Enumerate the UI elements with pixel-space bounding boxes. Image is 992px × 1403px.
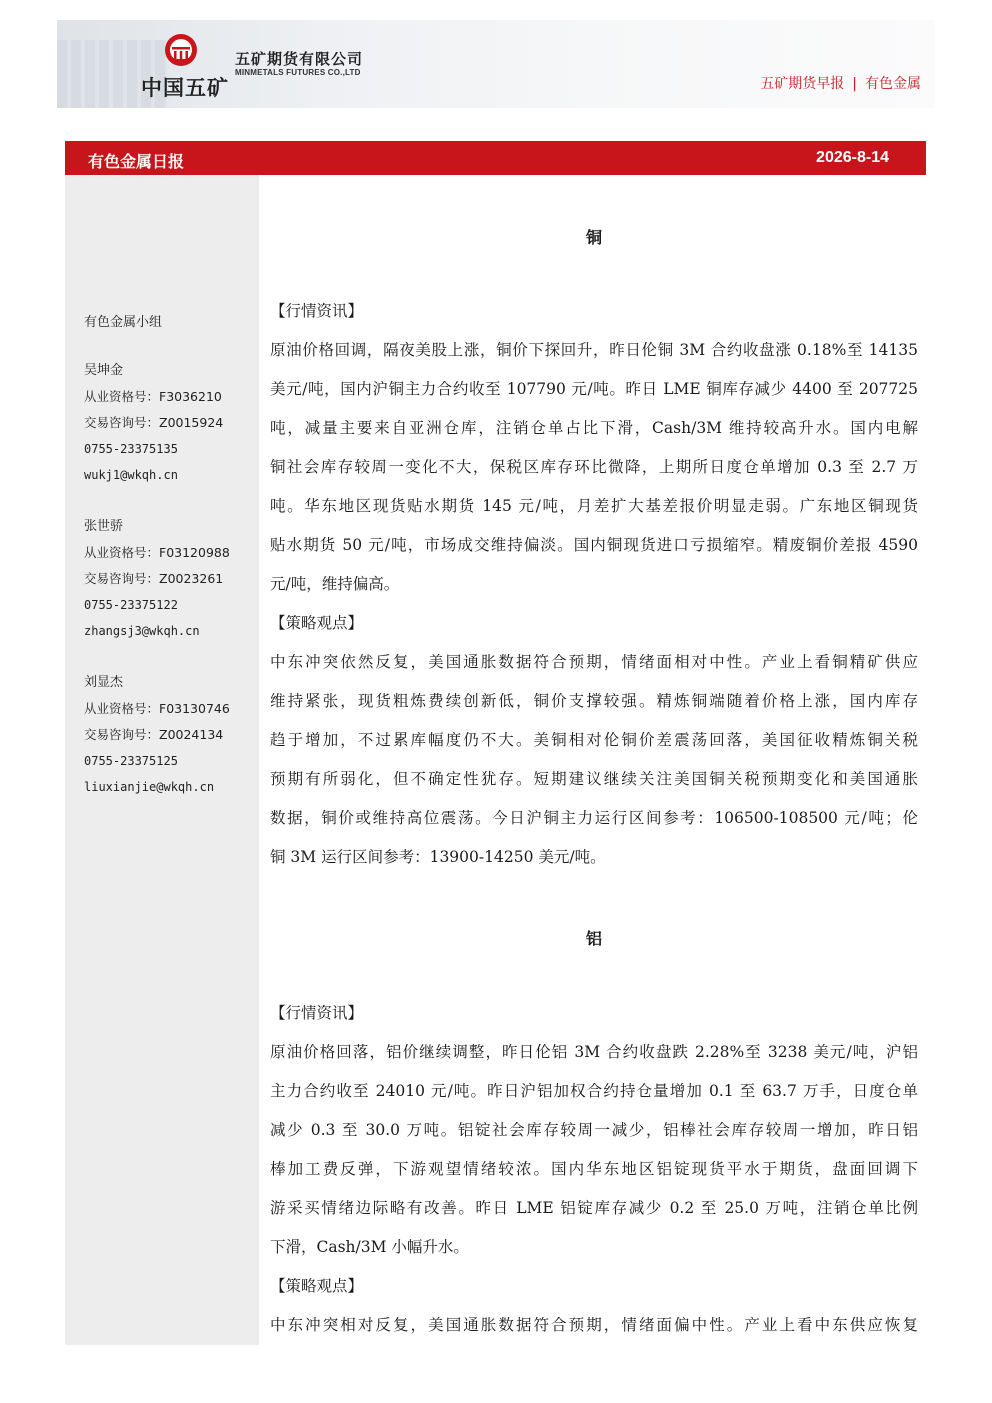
text-line: 铜 3M 运行区间参考：13900-14250 美元/吨。 [270,848,606,866]
text-line: 吨。华东地区现货贴水期货 145 元/吨，月差扩大基差报价明显走弱。广东地区铜现货 [270,497,918,515]
analyst-email: wukj1@wkqh.cn [84,468,178,482]
analyst-card [84,670,256,800]
text-line: 数据，铜价或维持高位震荡。今日沪铜主力运行区间参考：106500-108500 元/吨；伦 [270,809,918,827]
analyst-name: 张世骄 [84,519,124,534]
company-name-cn: 五矿期货有限公司 [235,50,364,68]
analyst-phone: 0755-23375122 [84,598,178,612]
strategy-label: 【策略观点】 [270,614,364,632]
text-line: 贴水期货 50 元/吨，市场成交维持偏淡。国内铜现货进口亏损缩窄。精废铜价差报 4590 [270,536,918,554]
team-name: 有色金属小组 [84,315,163,330]
analyst-consult-no: 交易咨询号：Z0015924 [84,415,224,430]
analyst-consult-no: 交易咨询号：Z0024134 [84,727,224,742]
analyst-email: zhangsj3@wkqh.cn [84,624,200,638]
text-line: 原油价格回落，铝价继续调整，昨日伦铝 3M 合约收盘跌 2.28%至 3238 美元/吨，沪铝 [270,1043,918,1061]
report-date: 2026-8-14 [816,149,889,166]
text-line: 铜社会库存较周一变化不大，保税区库存环比微降，上期所日度仓单增加 0.3 至 2.7 万 [270,458,918,476]
section-title-copper: 铜 [585,228,602,247]
analyst-card [84,514,256,644]
minmetals-logo-icon [163,32,199,68]
section-title-aluminium: 铝 [585,929,602,948]
analyst-qualification: 从业资格号：F03130746 [84,701,230,716]
text-line: 主力合约收至 24010 元/吨。昨日沪铝加权合约持仓量增加 0.1 至 63.7 万手，日度仓单 [270,1082,918,1100]
text-line: 预期有所弱化，但不确定性犹存。短期建议继续关注美国铜关税预期变化和美国通胀 [270,770,918,788]
analyst-sidebar [65,175,259,1345]
report-tag [760,73,921,93]
analyst-qualification: 从业资格号：F3036210 [84,389,222,404]
company-name-en: MINMETALS FUTURES CO.,LTD [235,68,361,77]
text-line: 美元/吨，国内沪铜主力合约收至 107790 元/吨。昨日 LME 铜库存减少 4400 至 207725 [270,380,918,398]
text-line: 中东冲突依然反复，美国通胀数据符合预期，情绪面相对中性。产业上看铜精矿供应 [270,653,918,671]
logo-text: 中国五矿 [141,76,229,100]
analyst-consult-no: 交易咨询号：Z0023261 [84,571,224,586]
text-line: 维持紧张，现货粗炼费续创新低，铜价支撑较强。精炼铜端随着价格上涨，国内库存 [270,692,918,710]
text-line: 减少 0.3 至 30.0 万吨。铝锭社会库存较周一减少，铝棒社会库存较周一增加，昨日铝 [270,1121,918,1139]
text-line: 原油价格回调，隔夜美股上涨，铜价下探回升，昨日伦铜 3M 合约收盘涨 0.18%至 14135 [270,341,918,359]
analyst-card [84,358,256,488]
tag-separator: | [852,76,857,92]
header-banner [57,20,935,108]
report-type: 五矿期货早报 [760,76,845,92]
analyst-phone: 0755-23375125 [84,754,178,768]
text-line: 吨，减量主要来自亚洲仓库，注销仓单占比下滑，Cash/3M 维持较高升水。国内电解 [270,419,918,437]
analyst-email: liuxianjie@wkqh.cn [84,780,215,794]
text-line: 中东冲突相对反复，美国通胀数据符合预期，情绪面偏中性。产业上看中东供应恢复 [270,1316,918,1334]
analyst-qualification: 从业资格号：F03120988 [84,545,230,560]
analyst-phone: 0755-23375135 [84,442,178,456]
market-info-label: 【行情资讯】 [270,302,364,320]
analyst-name: 刘显杰 [84,675,124,690]
report-title: 有色金属日报 [88,152,185,171]
report-title-bar [65,141,926,175]
copper-market-paragraph [270,331,918,604]
text-line: 元/吨，维持偏高。 [270,575,400,593]
aluminium-strategy-paragraph [270,1306,918,1345]
text-line: 棒加工费反弹，下游观望情绪较浓。国内华东地区铝锭现货平水于期货，盘面回调下 [270,1160,918,1178]
analyst-name: 吴坤金 [84,363,124,378]
text-line: 趋于增加，不过累库幅度仍不大。美铜相对伦铜价差震荡回落，美国征收精炼铜关税 [270,731,918,749]
copper-strategy-paragraph [270,643,918,877]
text-line: 下滑，Cash/3M 小幅升水。 [270,1238,469,1256]
text-line: 游采买情绪边际略有改善。昨日 LME 铝锭库存减少 0.2 至 25.0 万吨，注销仓单比例 [270,1199,918,1217]
aluminium-market-paragraph [270,1033,918,1267]
market-info-label: 【行情资讯】 [270,1004,364,1022]
report-category: 有色金属 [865,76,921,92]
strategy-label: 【策略观点】 [270,1277,364,1295]
